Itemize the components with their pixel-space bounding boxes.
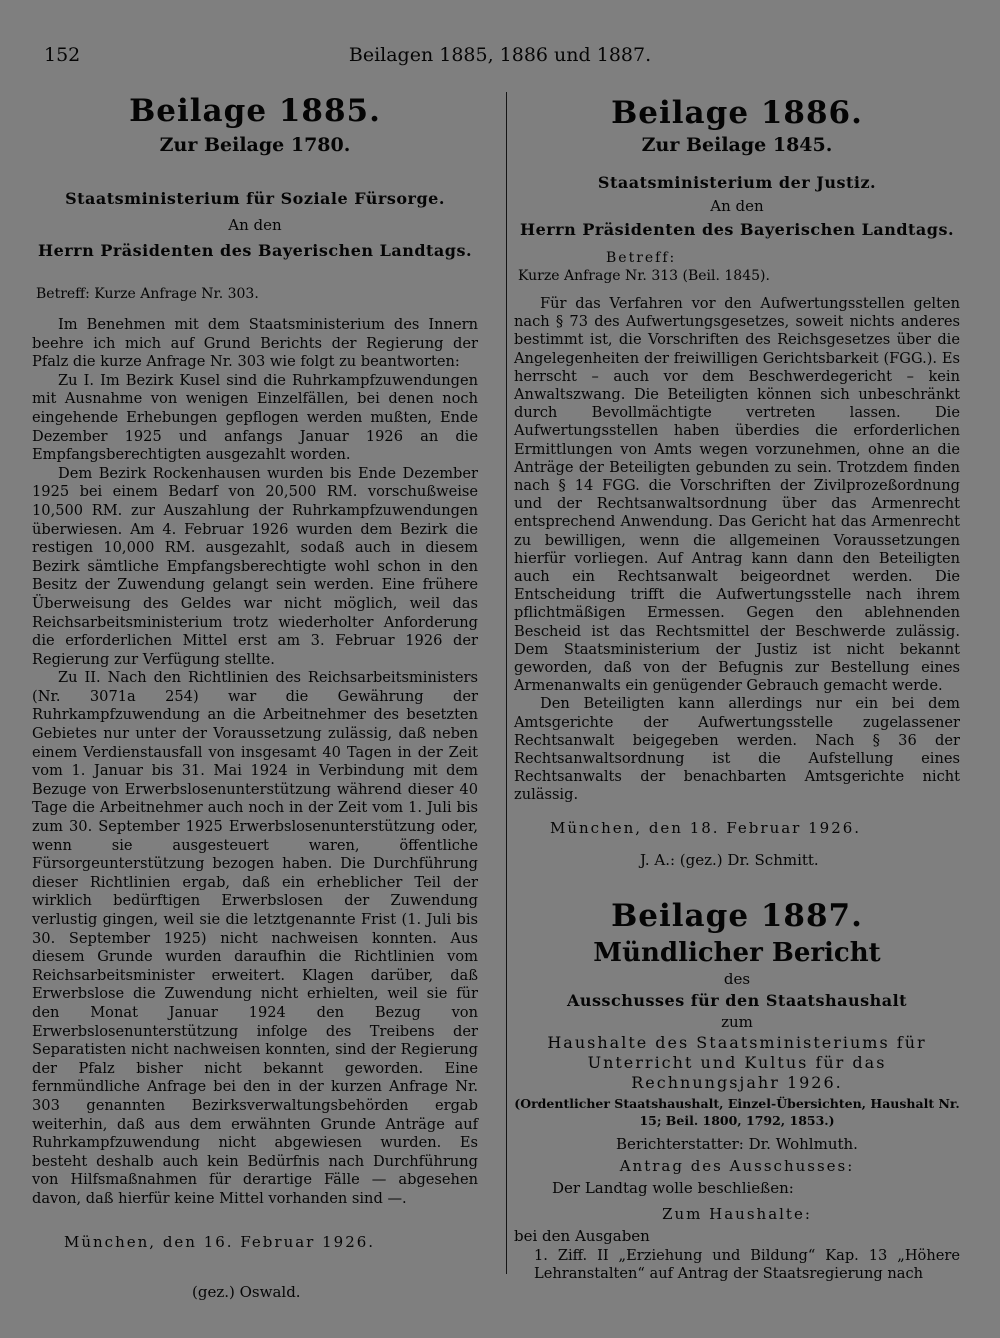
beilage-1887-committee: Ausschusses für den Staatshaushalt	[566, 990, 908, 1010]
running-title: Beilagen 1885, 1886 und 1887.	[348, 44, 652, 66]
beilage-1885-ministry: Staatsministerium für Soziale Fürsorge.	[65, 189, 445, 208]
beilage-1886-an-den: An den	[710, 197, 764, 215]
beilage-1885-date: München, den 16. Februar 1926.	[64, 1232, 376, 1251]
beilage-1887-reporter: Berichterstatter: Dr. Wohlmuth.	[616, 1134, 858, 1153]
beilage-1886-betreff-text: Kurze Anfrage Nr. 313 (Beil. 1845).	[518, 268, 770, 284]
page-header	[0, 44, 1000, 78]
beilage-1885-signature: (gez.) Oswald.	[192, 1282, 301, 1301]
beilage-1886-recipient: Herrn Präsidenten des Bayerischen Landtags.	[519, 220, 955, 239]
beilage-1886-date: München, den 18. Februar 1926.	[550, 818, 862, 837]
beilage-1887-des: des	[723, 969, 751, 988]
left-column	[32, 90, 478, 1303]
beilage-1886-betreff-label: Betreff:	[606, 250, 677, 266]
beilage-1885-subtitle: Zur Beilage 1780.	[159, 134, 351, 156]
page-number: 152	[44, 44, 81, 66]
beilage-1886-title: Beilage 1886.	[611, 95, 863, 131]
beilage-1887-antrag: Antrag des Ausschusses:	[619, 1156, 855, 1175]
beilage-1887-title: Beilage 1887.	[611, 897, 863, 934]
beilage-1886-subtitle: Zur Beilage 1845.	[641, 134, 833, 156]
beilage-1887-heading: Mündlicher Bericht	[593, 937, 881, 968]
beilage-1885-paragraph: Zu II. Nach den Richtlinien des Reichsarbeitsministers (Nr. 3071a 254) war die Gewährung der Ruhrkampfzuwendung an die Arbeitnehmer des besetzten Gebietes nur unter der Voraussetzung zulässig, daß neben einem Verdienstausfall von insgesamt 40 Tagen in der Zeit vom 1. Januar bis 31. Mai 1924 in Verbindung mit dem Bezuge von Erwerbslosenunterstützung während dieser 40 Tage die Arbeitnehmer auch noch in der Zeit vom 1. Juli bis zum 30. September 1925 Erwerbslosenunterstützung oder, wenn sie ausgesteuert waren, öffentliche Fürsorgeunterstützung bezogen haben. Die Durchführung dieser Richtlinien ergab, daß ein erheblicher Teil der wirklich bedürftigen Erwerbslosen der Zuwendung verlustig gingen, weil sie die letztgenannte Frist (1. Juli bis 30. September 1925) nicht nachweisen konnten. Aus diesem Grunde wurden daraufhin die Richtlinien vom Reichsarbeitsminister erweitert. Klagen darüber, daß Erwerbslose die Zuwendung nicht erhielten, weil sie für den Monat Januar 1924 den Bezug von Erwerbslosenunterstützung infolge des Treibens der Separatisten nicht nachweisen konnten, sind der Regierung der Pfalz bisher nicht bekannt geworden. Eine fernmündliche Anfrage bei den in der kurzen Anfrage Nr. 303 genannten Bezirksverwaltungsbehörden ergab weiterhin, daß aus dem erwähnten Grunde Anträge auf Ruhrkampfzuwendung nicht abgewiesen wurden. Es besteht deshalb auch kein Bedürfnis nach Durchführung von Hilfsmaßnahmen für derartige Fälle — abgesehen davon, daß hierfür keine Mittel vorhanden sind —.	[32, 669, 478, 1207]
beilage-1886-paragraph: Den Beteiligten kann allerdings nur ein bei dem Amtsgerichte der Aufwertungsstelle zugelassener Rechtsanwalt beigegeben werden. Nach § 36 der Rechtsanwaltsordnung ist die Aufstellung eines Rechtsanwalts der benachbarten Amtsgerichte nicht zulässig.	[514, 695, 960, 804]
right-column	[514, 90, 960, 1284]
beilage-1886-signature: J. A.: (gez.) Dr. Schmitt.	[640, 850, 819, 869]
beilage-1885-paragraph: Zu I. Im Bezirk Kusel sind die Ruhrkampfzuwendungen mit Ausnahme von wenigen Einzelfällen, bei denen noch eingehende Erhebungen gepflogen werden mußten, Ende Dezember 1925 und anfangs Januar 1926 an die Empfangsberechtigten ausgezahlt worden.	[32, 371, 478, 464]
column-divider	[506, 92, 507, 1274]
beilage-1887-item-1: 1. Ziff. II „Erziehung und Bildung“ Kap. 13 „Höhere Lehranstalten“ auf Antrag der Staatsregierung nach	[534, 1246, 960, 1283]
beilage-1887-zum-haushalte: Zum Haushalte:	[662, 1204, 812, 1223]
beilage-1885-title: Beilage 1885.	[129, 93, 381, 129]
beilage-1887-note: (Ordentlicher Staatshaushalt, Einzel-Übersichten, Haushalt Nr. 15; Beil. 1800, 1792, 1853.)	[514, 1095, 960, 1128]
beilage-1885-paragraph: Dem Bezirk Rockenhausen wurden bis Ende Dezember 1925 bei einem Bedarf von 20,500 RM. vorschußweise 10,500 RM. zur Auszahlung der Ruhrkampfzuwendungen überwiesen. Am 4. Februar 1926 wurden dem Bezirk die restigen 10,000 RM. ausgezahlt, sodaß auch in diesem Bezirk sämtliche Empfangsberechtigte wohl schon in den Besitz der Zuwendung gelangt sein werden. Eine frühere Überweisung des Geldes war nicht möglich, weil das Reichsarbeitsministerium trotz wiederholter Anforderung die erforderlichen Mittel erst am 3. Februar 1926 der Regierung zur Verfügung stellte.	[32, 464, 478, 668]
beilage-1887-ausgaben: bei den Ausgaben	[514, 1226, 650, 1245]
beilage-1885-paragraph: Im Benehmen mit dem Staatsministerium des Innern beehre ich mich auf Grund Berichts der Regierung der Pfalz die kurze Anfrage Nr. 303 wie folgt zu beantworten:	[32, 316, 478, 371]
beilage-1887-beschliessen: Der Landtag wolle beschließen:	[552, 1178, 794, 1197]
beilage-1887-zum: zum	[721, 1012, 753, 1031]
beilage-1885-recipient: Herrn Präsidenten des Bayerischen Landtags.	[37, 241, 473, 260]
beilage-1886-paragraph: Für das Verfahren vor den Aufwertungsstellen gelten nach § 73 des Aufwertungsgesetzes, soweit nichts anderes bestimmt ist, die Vorschriften des Reichsgesetzes über die Angelegenheiten der freiwilligen Gerichtsbarkeit (FGG.). Es herrscht – auch vor dem Beschwerdegericht – kein Anwaltszwang. Die Beteiligten können sich unbeschränkt durch Bevollmächtigte vertreten lassen. Die Aufwertungsstellen haben überdies die erforderlichen Ermittlungen von Amts wegen vorzunehmen, ohne an die Anträge der Beteiligten gebunden zu sein. Trotzdem finden nach § 14 FGG. die Vorschriften der Zivilprozeßordnung und der Rechtsanwaltsordnung über das Armenrecht entsprechend Anwendung. Das Gericht hat das Armenrecht zu bewilligen, wenn die allgemeinen Voraussetzungen hierfür vorliegen. Auf Antrag kann dann den Beteiligten auch ein Rechtsanwalt beigeordnet werden. Die Entscheidung trifft die Aufwertungsstelle nach ihrem pflichtmäßigen Ermessen. Gegen den ablehnenden Bescheid ist das Rechtsmittel der Beschwerde zulässig. Dem Staatsministerium der Justiz ist nicht bekannt geworden, daß von der Befugnis zur Bestellung eines Armenanwalts ein genügender Gebrauch gemacht werde.	[514, 295, 960, 695]
beilage-1885-betreff: Betreff: Kurze Anfrage Nr. 303.	[36, 286, 259, 302]
beilage-1885-an-den: An den	[228, 216, 282, 234]
beilage-1886-ministry: Staatsministerium der Justiz.	[597, 173, 877, 192]
beilage-1887-subject: Haushalte des Staatsministeriums für Unterricht und Kultus für das Rechnungsjahr 1926.	[547, 1032, 927, 1092]
